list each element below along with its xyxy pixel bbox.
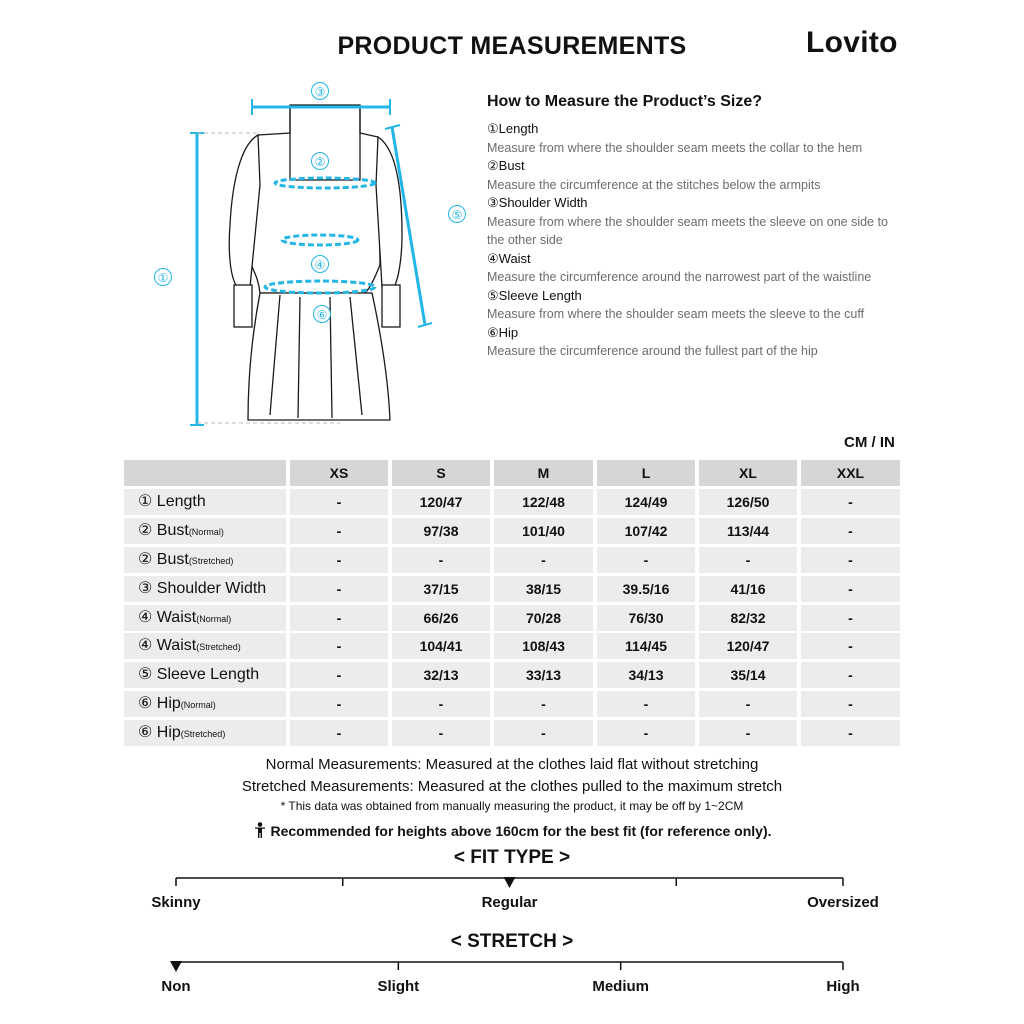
table-cell: - — [392, 547, 490, 573]
table-row — [124, 720, 900, 746]
row-label-text: ⑥ Hip — [138, 695, 181, 713]
table-row — [124, 547, 900, 573]
fit-type-title: < FIT TYPE > — [453, 847, 571, 868]
table-cell: - — [392, 691, 490, 717]
table-cell: - — [801, 518, 900, 544]
table-cell: 101/40 — [494, 518, 593, 544]
note-normal: Normal Measurements: Measured at the clothes laid flat without stretching — [265, 756, 759, 773]
table-cell: 34/13 — [597, 662, 695, 688]
instruction-heading: ⑥Hip — [487, 324, 519, 340]
table-cell: 38/15 — [494, 576, 593, 602]
instruction-heading: ③Shoulder Width — [487, 195, 588, 210]
table-cell: 39.5/16 — [597, 576, 695, 602]
table-row — [124, 605, 900, 631]
instruction-item — [487, 250, 907, 287]
stretch-scale — [0, 954, 1024, 1004]
table-cell: - — [290, 662, 388, 688]
row-label — [124, 605, 286, 631]
marker-length: ① — [154, 268, 172, 286]
unit-label: CM / IN — [844, 434, 895, 451]
table-cell: 33/13 — [494, 662, 593, 688]
table-cell: - — [801, 633, 900, 659]
fit-axis — [0, 870, 1024, 890]
table-cell: 124/49 — [597, 489, 695, 515]
row-label-qualifier: (Normal) — [188, 526, 224, 537]
row-label-qualifier: (Normal) — [196, 613, 232, 624]
size-header: S — [392, 460, 490, 486]
table-row — [124, 489, 900, 515]
table-cell: 108/43 — [494, 633, 593, 659]
instruction-heading: ④Waist — [487, 250, 531, 266]
table-cell: - — [699, 691, 797, 717]
row-label-text: ② Bust — [138, 521, 189, 539]
table-cell: - — [290, 518, 388, 544]
table-cell: - — [494, 547, 593, 573]
table-cell: - — [801, 720, 900, 746]
table-cell: 120/47 — [699, 633, 797, 659]
person-icon — [253, 822, 267, 838]
stretch-label: Non — [161, 978, 191, 995]
note-disclaimer: * This data was obtained from manually measuring the product, it may be off by 1~2CM — [280, 799, 744, 813]
table-cell: - — [392, 720, 490, 746]
brand-logo: Lovito — [806, 26, 898, 59]
size-header: XL — [699, 460, 797, 486]
stretch-label: Medium — [592, 978, 649, 995]
fit-label: Oversized — [807, 894, 879, 911]
table-cell: 113/44 — [699, 518, 797, 544]
table-row — [124, 633, 900, 659]
instruction-text: Measure from where the shoulder seam meets the collar to the hem — [487, 140, 863, 155]
table-cell: - — [290, 547, 388, 573]
recommend-text: Recommended for heights above 160cm for the best fit (for reference only). — [270, 823, 772, 839]
table-cell: 37/15 — [392, 576, 490, 602]
table-cell: 104/41 — [392, 633, 490, 659]
table-header-corner — [124, 460, 286, 486]
instruction-heading: ②Bust — [487, 158, 525, 173]
table-cell: - — [801, 691, 900, 717]
row-label-qualifier: (Normal) — [180, 700, 216, 711]
table-cell: - — [290, 605, 388, 631]
table-cell: 41/16 — [699, 576, 797, 602]
instruction-text: Measure the circumference around the narrowest part of the waistline — [487, 270, 872, 284]
size-header: L — [597, 460, 695, 486]
stretch-axis — [0, 954, 1024, 974]
table-cell: - — [801, 489, 900, 515]
fit-indicator — [504, 877, 516, 888]
row-label — [124, 547, 286, 573]
instruction-item — [487, 120, 907, 157]
table-cell: 35/14 — [699, 662, 797, 688]
table-cell: - — [801, 576, 900, 602]
table-cell: - — [801, 662, 900, 688]
table-row — [124, 691, 900, 717]
table-row — [124, 576, 900, 602]
table-cell: 120/47 — [392, 489, 490, 515]
dress-diagram — [140, 75, 470, 435]
size-header: M — [494, 460, 593, 486]
table-cell: - — [801, 605, 900, 631]
row-label — [124, 662, 286, 688]
instruction-heading: ①Length — [487, 121, 539, 136]
row-label-text: ⑤ Sleeve Length — [138, 666, 260, 684]
row-label-text: ① Length — [138, 492, 206, 510]
row-label-text: ④ Waist — [138, 608, 197, 626]
fit-label: Regular — [481, 894, 538, 911]
measure-instructions — [487, 93, 907, 361]
instruction-item — [487, 324, 907, 361]
fit-label: Skinny — [151, 894, 201, 911]
table-cell: 122/48 — [494, 489, 593, 515]
table-cell: 32/13 — [392, 662, 490, 688]
row-label — [124, 691, 286, 717]
marker-waist: ④ — [311, 255, 329, 273]
fit-type-scale — [0, 870, 1024, 920]
row-label-text: ④ Waist — [138, 637, 197, 655]
row-label-qualifier: (Stretched) — [188, 555, 234, 566]
marker-bust: ② — [311, 152, 329, 170]
row-label-text: ③ Shoulder Width — [138, 579, 267, 597]
marker-shoulder: ③ — [311, 82, 329, 100]
table-cell: - — [290, 489, 388, 515]
instruction-item — [487, 194, 907, 250]
table-cell: - — [290, 720, 388, 746]
marker-hip: ⑥ — [313, 305, 331, 323]
table-cell: 82/32 — [699, 605, 797, 631]
instructions-title: How to Measure the Product’s Size? — [487, 93, 763, 110]
instruction-text: Measure from where the shoulder seam meets the sleeve to the cuff — [487, 307, 865, 321]
table-cell: - — [597, 691, 695, 717]
stretch-label: Slight — [377, 978, 420, 995]
row-label-text: ⑥ Hip — [138, 724, 181, 742]
note-recommend — [0, 822, 1024, 839]
instruction-text: Measure the circumference around the fullest part of the hip — [487, 344, 818, 358]
stretch-label: High — [826, 978, 860, 995]
page-title: PRODUCT MEASUREMENTS — [337, 32, 687, 60]
table-row — [124, 518, 900, 544]
size-header: XXL — [801, 460, 900, 486]
table-cell: - — [290, 633, 388, 659]
dress-outline — [140, 75, 470, 435]
table-cell: 107/42 — [597, 518, 695, 544]
instruction-heading: ⑤Sleeve Length — [487, 287, 582, 303]
instruction-item — [487, 287, 907, 324]
table-cell: - — [597, 720, 695, 746]
table-cell: - — [699, 547, 797, 573]
table-cell: 70/28 — [494, 605, 593, 631]
row-label — [124, 489, 286, 515]
instruction-text: Measure the circumference at the stitches below the armpits — [487, 177, 821, 192]
stretch-title: < STRETCH > — [450, 931, 574, 952]
table-cell: - — [290, 576, 388, 602]
table-cell: - — [801, 547, 900, 573]
table-cell: 114/45 — [597, 633, 695, 659]
table-cell: 66/26 — [392, 605, 490, 631]
table-cell: 97/38 — [392, 518, 490, 544]
table-cell: - — [494, 720, 593, 746]
marker-sleeve: ⑤ — [448, 205, 466, 223]
table-row — [124, 662, 900, 688]
row-label — [124, 720, 286, 746]
row-label-text: ② Bust — [138, 550, 189, 568]
row-label — [124, 518, 286, 544]
table-header-row — [124, 460, 900, 486]
table-cell: - — [290, 691, 388, 717]
table-cell: - — [597, 547, 695, 573]
size-header: XS — [290, 460, 388, 486]
note-stretched: Stretched Measurements: Measured at the clothes pulled to the maximum stretch — [241, 778, 783, 795]
table-cell: - — [494, 691, 593, 717]
table-cell: 76/30 — [597, 605, 695, 631]
row-label — [124, 576, 286, 602]
row-label — [124, 633, 286, 659]
row-label-qualifier: (Stretched) — [180, 729, 226, 740]
instruction-item — [487, 157, 907, 194]
instruction-text: Measure from where the shoulder seam meets the sleeve on one side to the other side — [487, 214, 888, 247]
table-cell: - — [699, 720, 797, 746]
row-label-qualifier: (Stretched) — [196, 642, 241, 653]
table-cell: 126/50 — [699, 489, 797, 515]
stretch-indicator — [170, 961, 182, 972]
